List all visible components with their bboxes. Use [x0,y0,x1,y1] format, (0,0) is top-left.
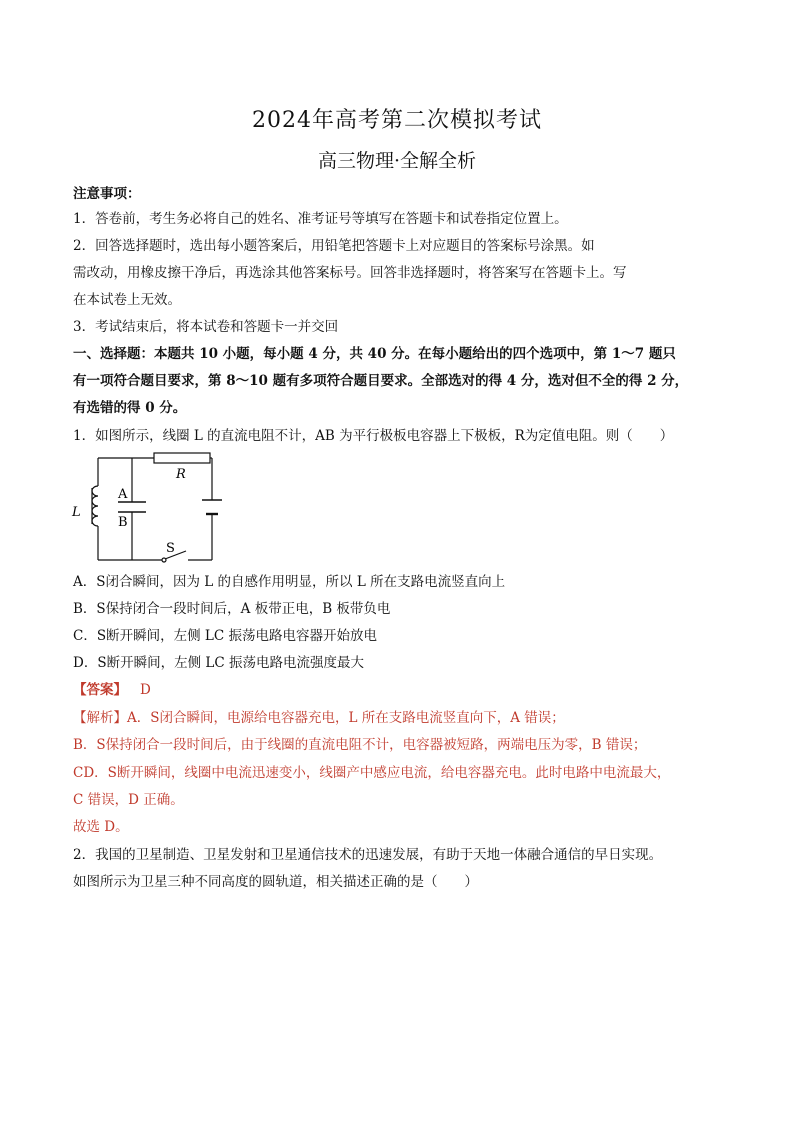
analysis-line: C 错误，D 正确。 [73,792,184,808]
analysis-line: CD．S断开瞬间，线圈中电流迅速变小，线圈产中感应电流，给电容器充电。此时电路中电流最大， [73,765,671,781]
diagram-label-B: B [118,515,128,530]
question-1-option: C．S断开瞬间，左侧 LC 振荡电路电容器开始放电 [73,628,377,644]
answer-label: 【答案】 [73,682,127,698]
notice-heading: 注意事项： [73,186,141,202]
question-1-stem: 1．如图所示，线圈 L 的直流电阻不计，AB 为平行极板电容器上下极板，R为定值电阻。则（ ） [73,428,674,444]
section-instructions: 有选错的得 0 分。 [73,400,187,416]
notice-item: 3．考试结束后，将本试卷和答题卡一并交回 [73,319,339,335]
question-1-option: A．S闭合瞬间，因为 L 的自感作用明显，所以 L 所在支路电流竖直向上 [73,574,506,590]
question-1-option: B．S保持闭合一段时间后，A 板带正电，B 板带负电 [73,601,391,617]
answer-value: D [140,682,151,698]
question-2-stem: 如图所示为卫星三种不同高度的圆轨道，相关描述正确的是（ ） [73,874,478,890]
diagram-label-L: L [72,505,81,520]
diagram-label-S: S [166,541,175,556]
page-title: 2024年高考第二次模拟考试 [252,108,542,133]
page-subtitle: 高三物理·全解全析 [317,150,477,172]
section-instructions: 有一项符合题目要求，第 8～10 题有多项符合题目要求。全部选对的得 4 分，选对但不全的得 2 分， [73,373,689,389]
notice-item: 在本试卷上无效。 [73,292,181,308]
diagram-label-A: A [118,487,128,502]
section-instructions: 一、选择题：本题共 10 小题，每小题 4 分，共 40 分。在每小题给出的四个选项中，第 1～7 题只 [73,346,676,362]
notice-item: 2．回答选择题时，选出每小题答案后，用铅笔把答题卡上对应题目的答案标号涂黑。如 [73,238,595,254]
notice-item: 需改动，用橡皮擦干净后，再选涂其他答案标号。回答非选择题时，将答案写在答题卡上。写 [73,265,627,281]
analysis-line: B．S保持闭合一段时间后，由于线圈的直流电阻不计，电容器被短路，两端电压为零，B 错误； [73,737,647,753]
question-1-option: D．S断开瞬间，左侧 LC 振荡电路电流强度最大 [73,655,364,671]
question-2-stem: 2．我国的卫星制造、卫星发射和卫星通信技术的迅速发展，有助于天地一体融合通信的早日实现。 [73,847,663,863]
analysis-line: 【解析】A．S闭合瞬间，电源给电容器充电，L 所在支路电流竖直向下，A 错误； [73,710,565,726]
analysis-line: 故选 D。 [73,819,129,835]
diagram-label-R: R [176,467,186,482]
circuit-diagram [64,448,234,570]
notice-item: 1．答卷前，考生务必将自己的姓名、准考证号等填写在答题卡和试卷指定位置上。 [73,211,568,227]
